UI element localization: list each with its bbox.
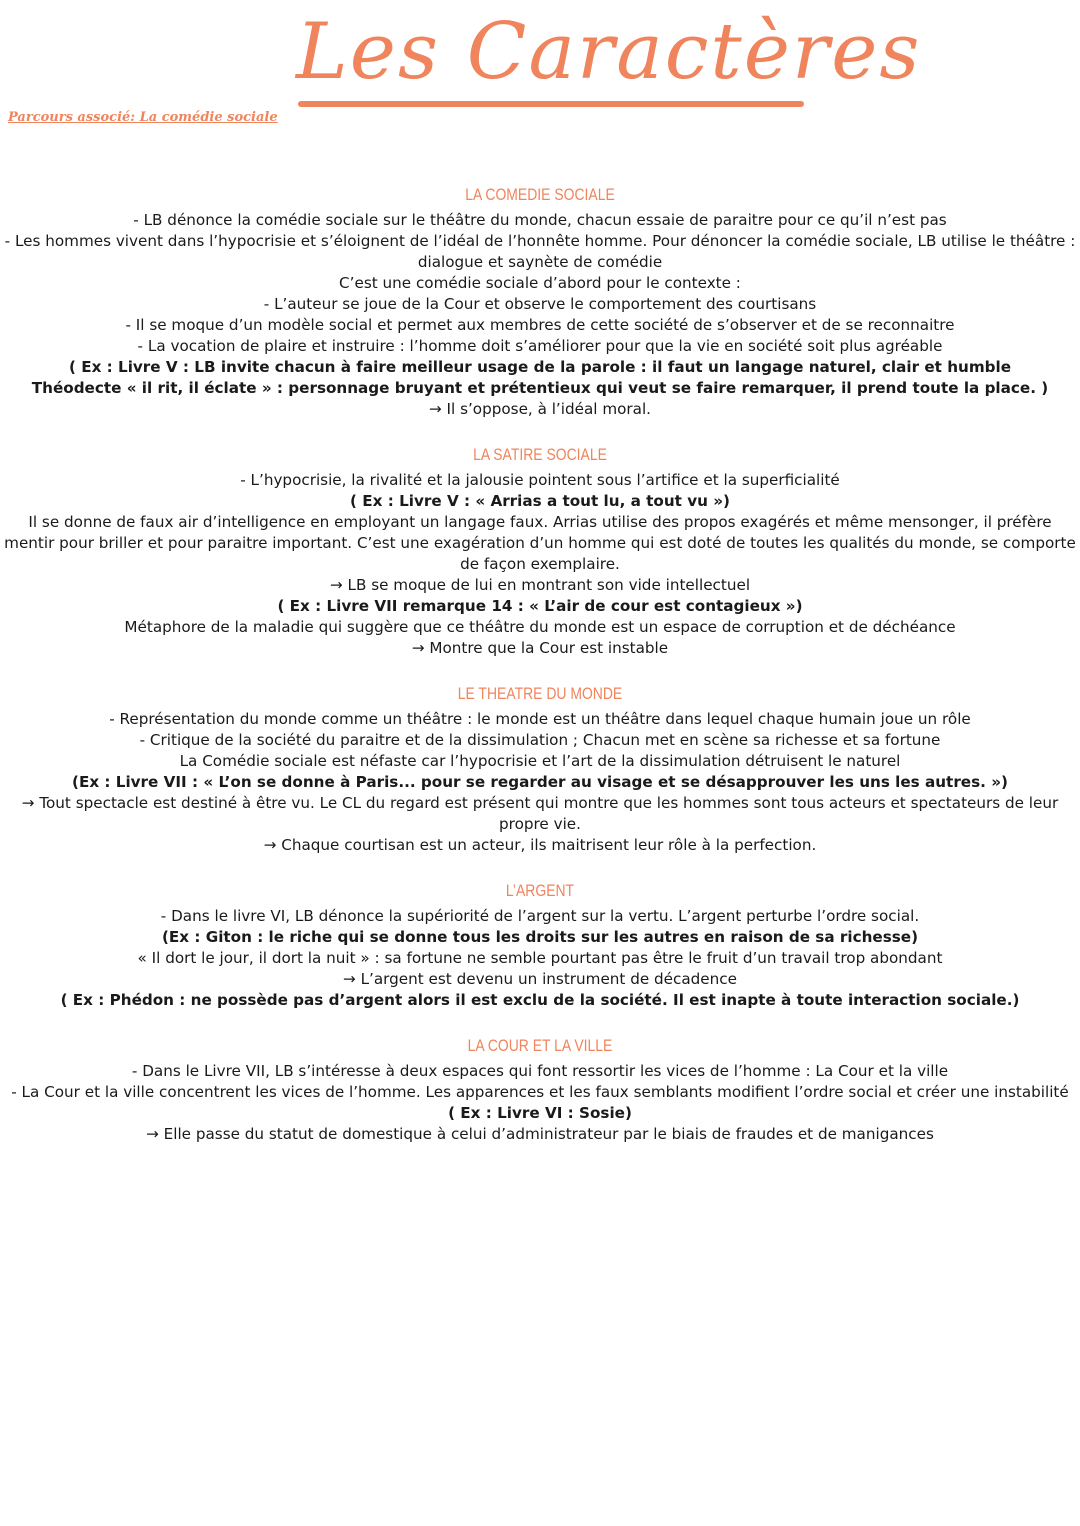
example-line: ( Ex : Livre V : « Arrias a tout lu, a tout vu ») <box>350 492 730 510</box>
conclusion-line: → LB se moque de lui en montrant son vide intellectuel <box>329 576 751 594</box>
conclusion-line: → Chaque courtisan est un acteur, ils maitrisent leur rôle à la perfection. <box>263 836 817 854</box>
text-line: - Dans le livre VI, LB dénonce la supériorité de l’argent sur la vertu. L’argent perturbe l’ordre social. <box>160 907 920 925</box>
text-line: - Critique de la société du paraitre et de la dissimulation ; Chacun met en scène sa richesse et sa fortune <box>139 731 941 749</box>
text-line: - L’auteur se joue de la Cour et observe le comportement des courtisans <box>263 295 817 313</box>
section-theatre-du-monde <box>0 683 1080 856</box>
conclusion-line: → Il s’oppose, à l’idéal moral. <box>428 400 652 418</box>
title-underline <box>298 101 804 107</box>
example-line: ( Ex : Livre VII remarque 14 : « L’air de cour est contagieux ») <box>277 597 803 615</box>
text-line: - Il se moque d’un modèle social et permet aux membres de cette société de s’observer et de se reconnaitre <box>125 316 955 334</box>
example-line: ( Ex : Livre VI : Sosie) <box>448 1104 632 1122</box>
document-body <box>0 184 1080 1169</box>
text-line: La Comédie sociale est néfaste car l’hypocrisie et l’art de la dissimulation détruisent le naturel <box>179 752 901 770</box>
example-line: Théodecte « il rit, il éclate » : personnage bruyant et prétentieux qui veut se faire remarquer, il prend toute la place. ) <box>31 379 1049 397</box>
text-line: - Représentation du monde comme un théâtre : le monde est un théâtre dans lequel chaque humain joue un rôle <box>109 710 971 728</box>
text-line: « Il dort le jour, il dort la nuit » : sa fortune ne semble pourtant pas être le fruit d’un travail trop abondant <box>137 949 943 967</box>
text-line: - Dans le Livre VII, LB s’intéresse à deux espaces qui font ressortir les vices de l’homme : La Cour et la ville <box>131 1062 949 1080</box>
section-heading: LA SATIRE SOCIALE <box>473 445 607 464</box>
section-heading: LA COUR ET LA VILLE <box>467 1036 613 1055</box>
text-line: Métaphore de la maladie qui suggère que ce théâtre du monde est un espace de corruption et de déchéance <box>124 618 956 636</box>
section-argent <box>0 880 1080 1011</box>
section-heading: LE THEATRE DU MONDE <box>457 684 623 703</box>
example-line: ( Ex : Phédon : ne possède pas d’argent alors il est exclu de la société. Il est inapte à toute interaction sociale.) <box>60 991 1020 1009</box>
conclusion-line: → Montre que la Cour est instable <box>411 639 669 657</box>
text-line: - La Cour et la ville concentrent les vices de l’homme. Les apparences et les faux semblants modifient l’ordre social et créer une instabilité <box>11 1083 1069 1101</box>
conclusion-line: → L’argent est devenu un instrument de décadence <box>343 970 737 988</box>
example-line: ( Ex : Livre V : LB invite chacun à faire meilleur usage de la parole : il faut un langage naturel, clair et humble <box>68 358 1012 376</box>
conclusion-line: → Elle passe du statut de domestique à celui d’administrateur par le biais de fraudes et de manigances <box>146 1125 934 1143</box>
section-cour-et-ville <box>0 1035 1080 1145</box>
section-heading: LA COMEDIE SOCIALE <box>465 185 615 204</box>
conclusion-line: → Tout spectacle est destiné à être vu. Le CL du regard est présent qui montre que les hommes sont tous acteurs et spectateurs de leur propre vie. <box>21 794 1059 833</box>
example-line: (Ex : Livre VII : « L’on se donne à Paris... pour se regarder au visage et se désapprouver les uns les autres. ») <box>72 773 1008 791</box>
example-line: (Ex : Giton : le riche qui se donne tous les droits sur les autres en raison de sa richesse) <box>161 928 919 946</box>
parcours-label: Parcours associé: La comédie sociale <box>8 110 278 125</box>
text-line: - Les hommes vivent dans l’hypocrisie et s’éloignent de l’idéal de l’honnête homme. Pour dénoncer la comédie sociale, LB utilise le théâtre : dialogue et saynète de comédie <box>4 232 1076 271</box>
section-comedie-sociale <box>0 184 1080 420</box>
page-title: Les Caractères <box>296 7 922 97</box>
text-line: - La vocation de plaire et instruire : l’homme doit s’améliorer pour que la vie en société soit plus agréable <box>137 337 943 355</box>
text-line: - L’hypocrisie, la rivalité et la jalousie pointent sous l’artifice et la superficialité <box>240 471 840 489</box>
text-line: Il se donne de faux air d’intelligence en employant un langage faux. Arrias utilise des propos exagérés et même mensonger, il préfère mentir pour briller et pour paraitre important. C’est une exagération d’un homme qui est doté de toutes les qualités du monde, se comporte de façon exemplaire. <box>4 513 1076 573</box>
section-heading: L’ARGENT <box>505 881 575 900</box>
text-line: C’est une comédie sociale d’abord pour le contexte : <box>339 274 741 292</box>
text-line: - LB dénonce la comédie sociale sur le théâtre du monde, chacun essaie de paraitre pour ce qu’il n’est pas <box>133 211 947 229</box>
section-satire-sociale <box>0 444 1080 659</box>
